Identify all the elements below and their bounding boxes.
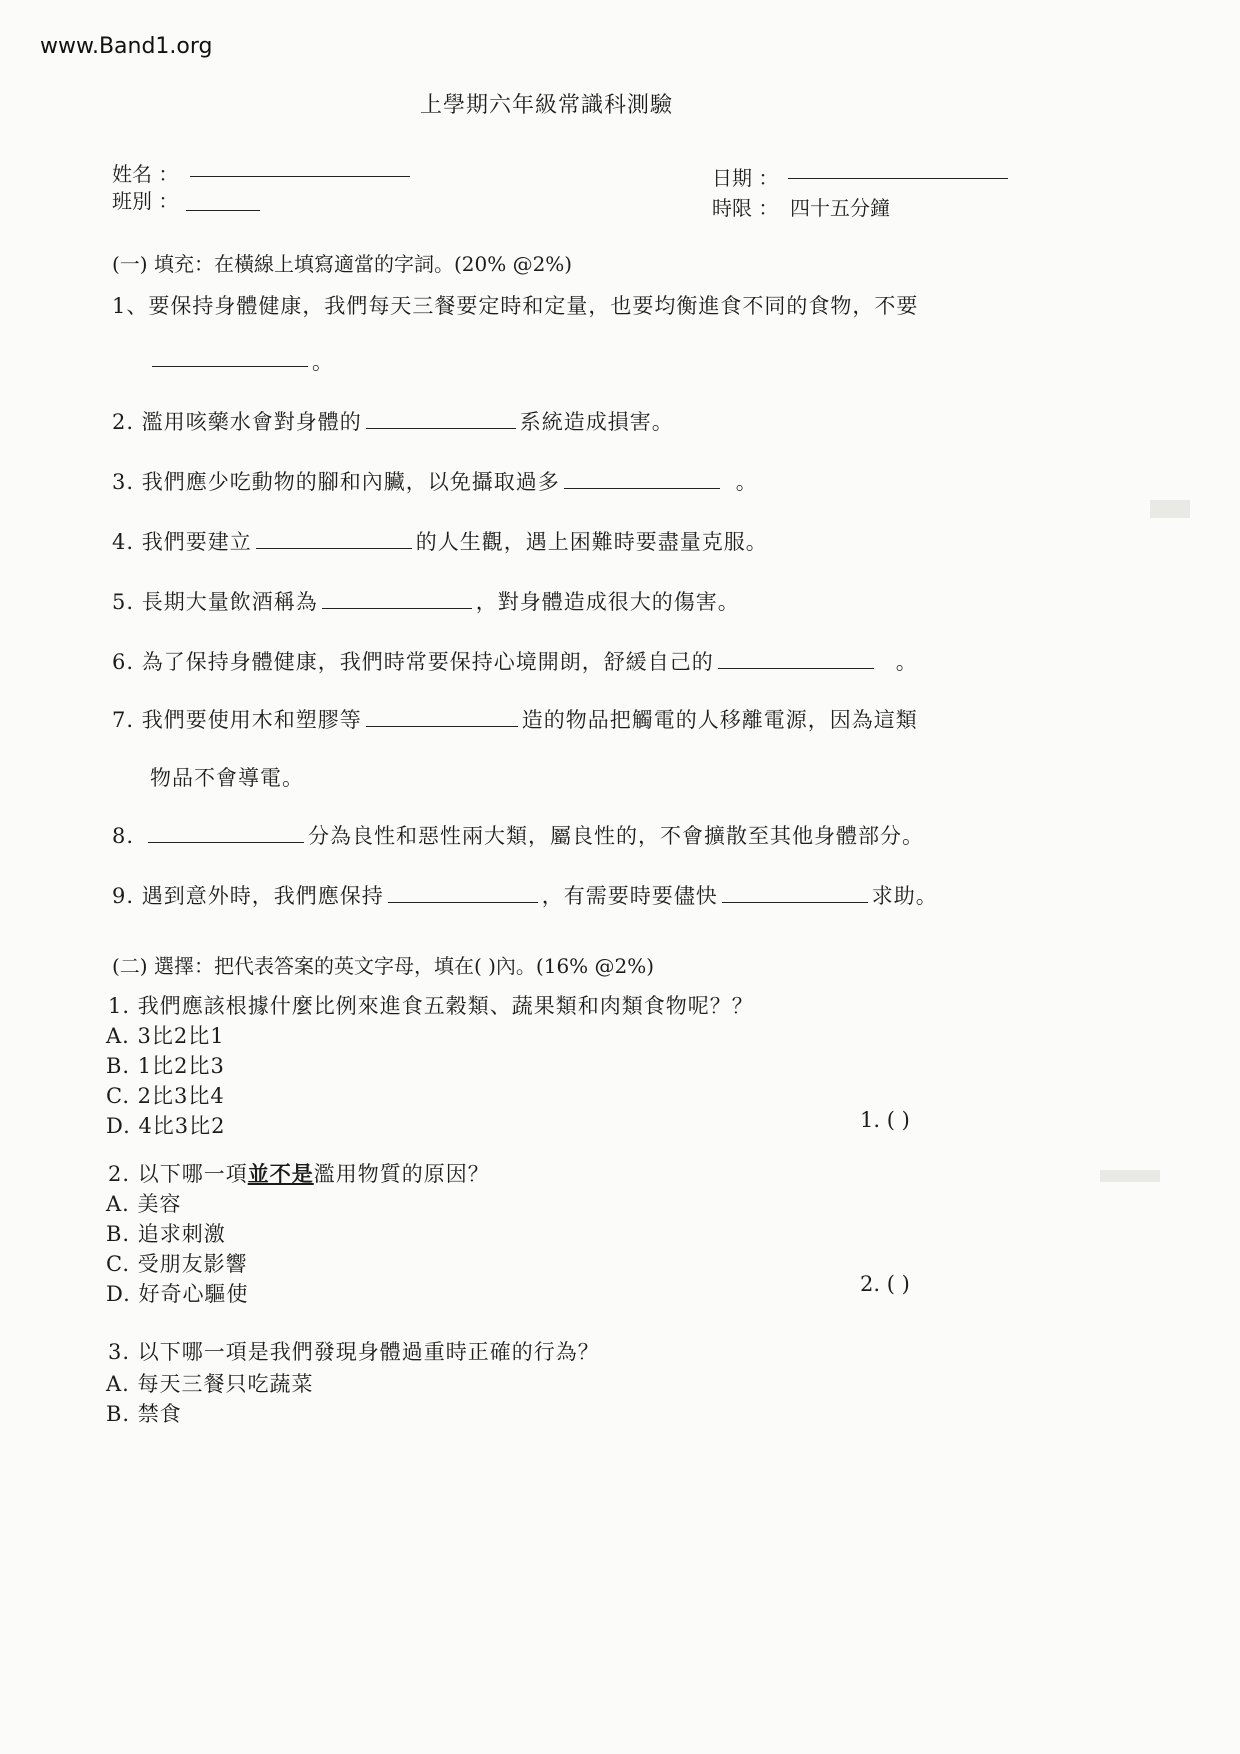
mc-question-3-stem: 3. 以下哪一項是我們發現身體過重時正確的行為？ <box>108 1340 600 1364</box>
question-5-text <box>112 586 740 616</box>
question-9-middle: ，有需要時要儘快 <box>541 884 718 908</box>
name-label: 姓名 ： <box>112 162 179 186</box>
mc-question-3-option-b: B. 禁食 <box>106 1402 182 1426</box>
question-6-text <box>112 646 918 676</box>
date-blank <box>788 178 1008 179</box>
question-3-after: 。 <box>735 470 758 494</box>
mc-question-1-stem: 1. 我們應該根據什麼比例來進食五穀類、蔬果類和肉類食物呢？？ <box>108 994 754 1018</box>
mc-question-2-stem <box>108 1158 490 1188</box>
question-3-text <box>112 466 758 496</box>
question-7-blank <box>366 725 518 727</box>
question-9-blank-1 <box>388 901 538 903</box>
watermark-url: www.Band1.org <box>40 34 213 59</box>
question-7-before: 7. 我們要使用木和塑膠等 <box>112 708 362 732</box>
question-5-blank <box>322 607 472 609</box>
section1-heading: (一) 填充：在橫線上填寫適當的字詞。(20% @2%) <box>112 252 573 276</box>
question-9-before: 9. 遇到意外時，我們應保持 <box>112 884 384 908</box>
question-8-blank <box>148 841 304 843</box>
time-label: 時限 ： <box>712 196 779 220</box>
question-4-text <box>112 526 768 556</box>
question-4-after: 的人生觀，遇上困難時要盡量克服。 <box>415 530 768 554</box>
class-blank <box>186 210 260 211</box>
mc-question-2-stem-post: 濫用物質的原因？ <box>313 1162 490 1186</box>
question-8-after: 分為良性和惡性兩大類，屬良性的，不會擴散至其他身體部分。 <box>308 824 925 848</box>
mc-question-2-option-d: D. 好奇心驅使 <box>106 1282 249 1306</box>
mc-question-1-option-b: B. 1比2比3 <box>106 1054 225 1078</box>
page-title: 上學期六年級常識科測驗 <box>420 93 674 118</box>
question-4-blank <box>256 547 412 549</box>
scan-artifact <box>1100 1170 1160 1182</box>
mc-question-2-option-b: B. 追求刺激 <box>106 1222 226 1246</box>
question-2-blank <box>366 427 516 429</box>
question-1-blank <box>152 366 308 367</box>
question-8-number: 8. <box>112 824 135 848</box>
question-2-after: 系統造成損害。 <box>519 410 674 434</box>
question-7-after: 造的物品把觸電的人移離電源，因為這類 <box>521 708 918 732</box>
question-7-continuation: 物品不會導電。 <box>150 766 304 790</box>
question-5-after: ，對身體造成很大的傷害。 <box>475 590 740 614</box>
mc-question-1-option-d: D. 4比3比2 <box>106 1114 226 1138</box>
question-6-before: 6. 為了保持身體健康，我們時常要保持心境開朗，舒緩自己的 <box>112 650 714 674</box>
question-9-blank-2 <box>722 901 868 903</box>
date-label: 日期 ： <box>712 166 779 190</box>
mc-question-3-option-a: A. 每天三餐只吃蔬菜 <box>106 1372 314 1396</box>
question-3-before: 3. 我們應少吃動物的腳和內臟，以免攝取過多 <box>112 470 560 494</box>
question-1-end: 。 <box>312 350 334 374</box>
mc-question-2-stem-pre: 2. 以下哪一項 <box>108 1162 248 1186</box>
mc-question-1-answer-box: 1. ( ) <box>860 1108 910 1132</box>
mc-question-1-option-a: A. 3比2比1 <box>106 1024 225 1048</box>
question-3-blank <box>564 487 720 489</box>
question-9-after: 求助。 <box>871 884 938 908</box>
mc-question-1-option-c: C. 2比3比4 <box>106 1084 225 1108</box>
mc-question-2-option-a: A. 美容 <box>106 1192 182 1216</box>
question-2-before: 2. 濫用咳藥水會對身體的 <box>112 410 362 434</box>
mc-question-2-answer-box: 2. ( ) <box>860 1272 910 1296</box>
mc-question-2-stem-emphasis: 並不是 <box>247 1161 314 1186</box>
section2-heading: (二) 選擇：把代表答案的英文字母，填在( )內。(16% @2%) <box>112 954 655 978</box>
question-4-before: 4. 我們要建立 <box>112 530 252 554</box>
question-7-text <box>112 704 918 734</box>
question-9-text <box>112 880 938 910</box>
question-1-text: 1、要保持身體健康，我們每天三餐要定時和定量，也要均衡進食不同的食物，不要 <box>112 294 919 318</box>
mc-question-2-option-c: C. 受朋友影響 <box>106 1252 248 1276</box>
time-value: 四十五分鐘 <box>790 196 890 220</box>
question-6-blank <box>718 667 874 669</box>
question-8-text <box>112 820 924 850</box>
scan-artifact <box>1150 500 1190 518</box>
question-5-before: 5. 長期大量飲酒稱為 <box>112 590 318 614</box>
class-label: 班別 ： <box>112 189 179 213</box>
question-2-text <box>112 406 674 436</box>
name-blank <box>190 176 410 177</box>
question-6-after: 。 <box>895 650 918 674</box>
